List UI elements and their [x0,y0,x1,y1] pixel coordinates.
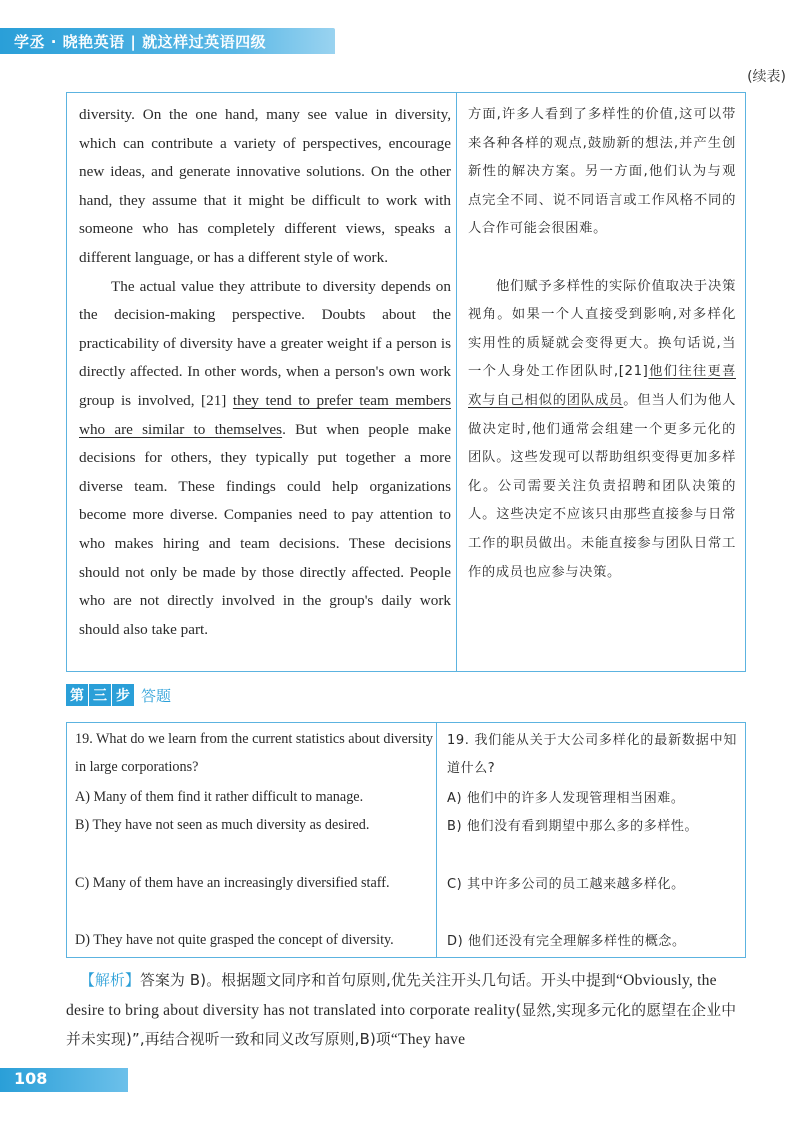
option-b-en: B) They have not seen as much diversity as desired. [75,817,370,833]
translation-table [66,92,746,672]
question-stem-cn: 19. 我们能从关于大公司多样化的最新数据中知道什么? [447,733,737,776]
option-a-cn: A) 他们中的许多人发现管理相当困难。 [447,791,685,806]
option-d-en: D) They have not quite grasped the concept of diversity. [75,932,394,948]
chinese-column [468,101,736,587]
option-c-cn: C) 其中许多公司的员工越来越多样化。 [447,877,685,892]
option-a-en: A) Many of them find it rather difficult to manage. [75,789,364,805]
chinese-paragraph-2-after: 。但当人们为他人做决定时,他们通常会组建一个更多元化的团队。这些发现可以帮助组织变得更加多样化。公司需要关注负责招聘和团队决策的人。这些决定不应该只由那些直接参与日常工作的职员做出。未能直接参与团队日常工作的成员也应参与决策。 [468,392,736,580]
chinese-answer-underline: 他们往往更喜欢与自己相似的团队成员 [468,364,736,408]
question-stem-en: 19. What do we learn from the current statistics about diversity in large corporations? [75,731,433,775]
question-divider [436,723,437,957]
english-paragraph-2-after: . But when people make decisions for others, they typically put together a more diverse team. These findings could help organizations become more diverse. Companies need to pay attention to who makes hiring and team decisions. These decisions should not only be made by those directly affected. People who are not directly involved in the group's daily work should also take part. [79,420,451,638]
option-d-cn: D) 他们还没有完全理解多样性的概念。 [447,934,686,949]
english-answer-underline: they tend to prefer team members who are similar to themselves [79,391,451,438]
analysis-text-1: 答案为 B)。根据题文同序和首句原则,优先关注开头几句话。开头中提到 [140,972,617,989]
english-paragraph-2 [79,273,451,645]
step-char-2: 三 [89,684,111,706]
analysis-text-2: (显然,实现多元化的愿望在企业中并未实现)”,再结合视听一致和同义改写原则,B)项 [66,1001,737,1048]
option-c-en: C) Many of them have an increasingly diversified staff. [75,875,390,891]
step-label: 答题 [141,686,172,705]
english-paragraph-1: diversity. On the one hand, many see value in diversity, which can contribute a variety of perspectives, encourage new ideas, and generate innovative solutions. On the other hand, they assume that it might be difficult to work with someone who has completely different views, speaks a different language, or has a different style of work. [79,106,451,266]
english-paragraph-2-before: The actual value they attribute to diversity depends on the decision-making perspective. Doubts about the practicability of diversity have a greater weight if a person is directly affected. In other words, when a person's own work group is involved, [21] [79,277,451,409]
chinese-paragraph-2-before: 他们赋予多样性的实际价值取决于决策视角。如果一个人直接受到影响,对多样化实用性的质疑就会变得更大。换句话说,当一个人身处工作团队时,[21] [468,278,736,380]
step-heading [66,684,171,706]
header-banner [0,28,335,54]
option-b-cn: B) 他们没有看到期望中那么多的多样性。 [447,819,699,834]
header-title: 学丞 · 晓艳英语 | 就这样过英语四级 [14,33,267,51]
continued-label: (续表) [747,69,786,85]
table-divider [456,93,457,671]
analysis-quote: “Obviously, the desire to bring about diversity has not translated into corporate reality [66,972,717,1019]
english-column [79,101,451,644]
analysis-quote-2: “They have [390,1031,466,1048]
analysis-tag: 【解析】 [80,972,140,989]
chinese-paragraph-1: 方面,许多人看到了多样性的价值,这可以带来各种各样的观点,鼓励新的想法,并产生创新性的解决方案。另一方面,他们认为与观点完全不同、说不同语言或工作风格不同的人合作可能会很困难。 [468,107,736,237]
question-table [66,722,746,958]
step-char-3: 步 [112,684,134,706]
analysis-paragraph [66,966,746,1055]
step-char-1: 第 [66,684,88,706]
chinese-paragraph-2 [468,273,736,588]
page-number: 108 [14,1069,48,1088]
